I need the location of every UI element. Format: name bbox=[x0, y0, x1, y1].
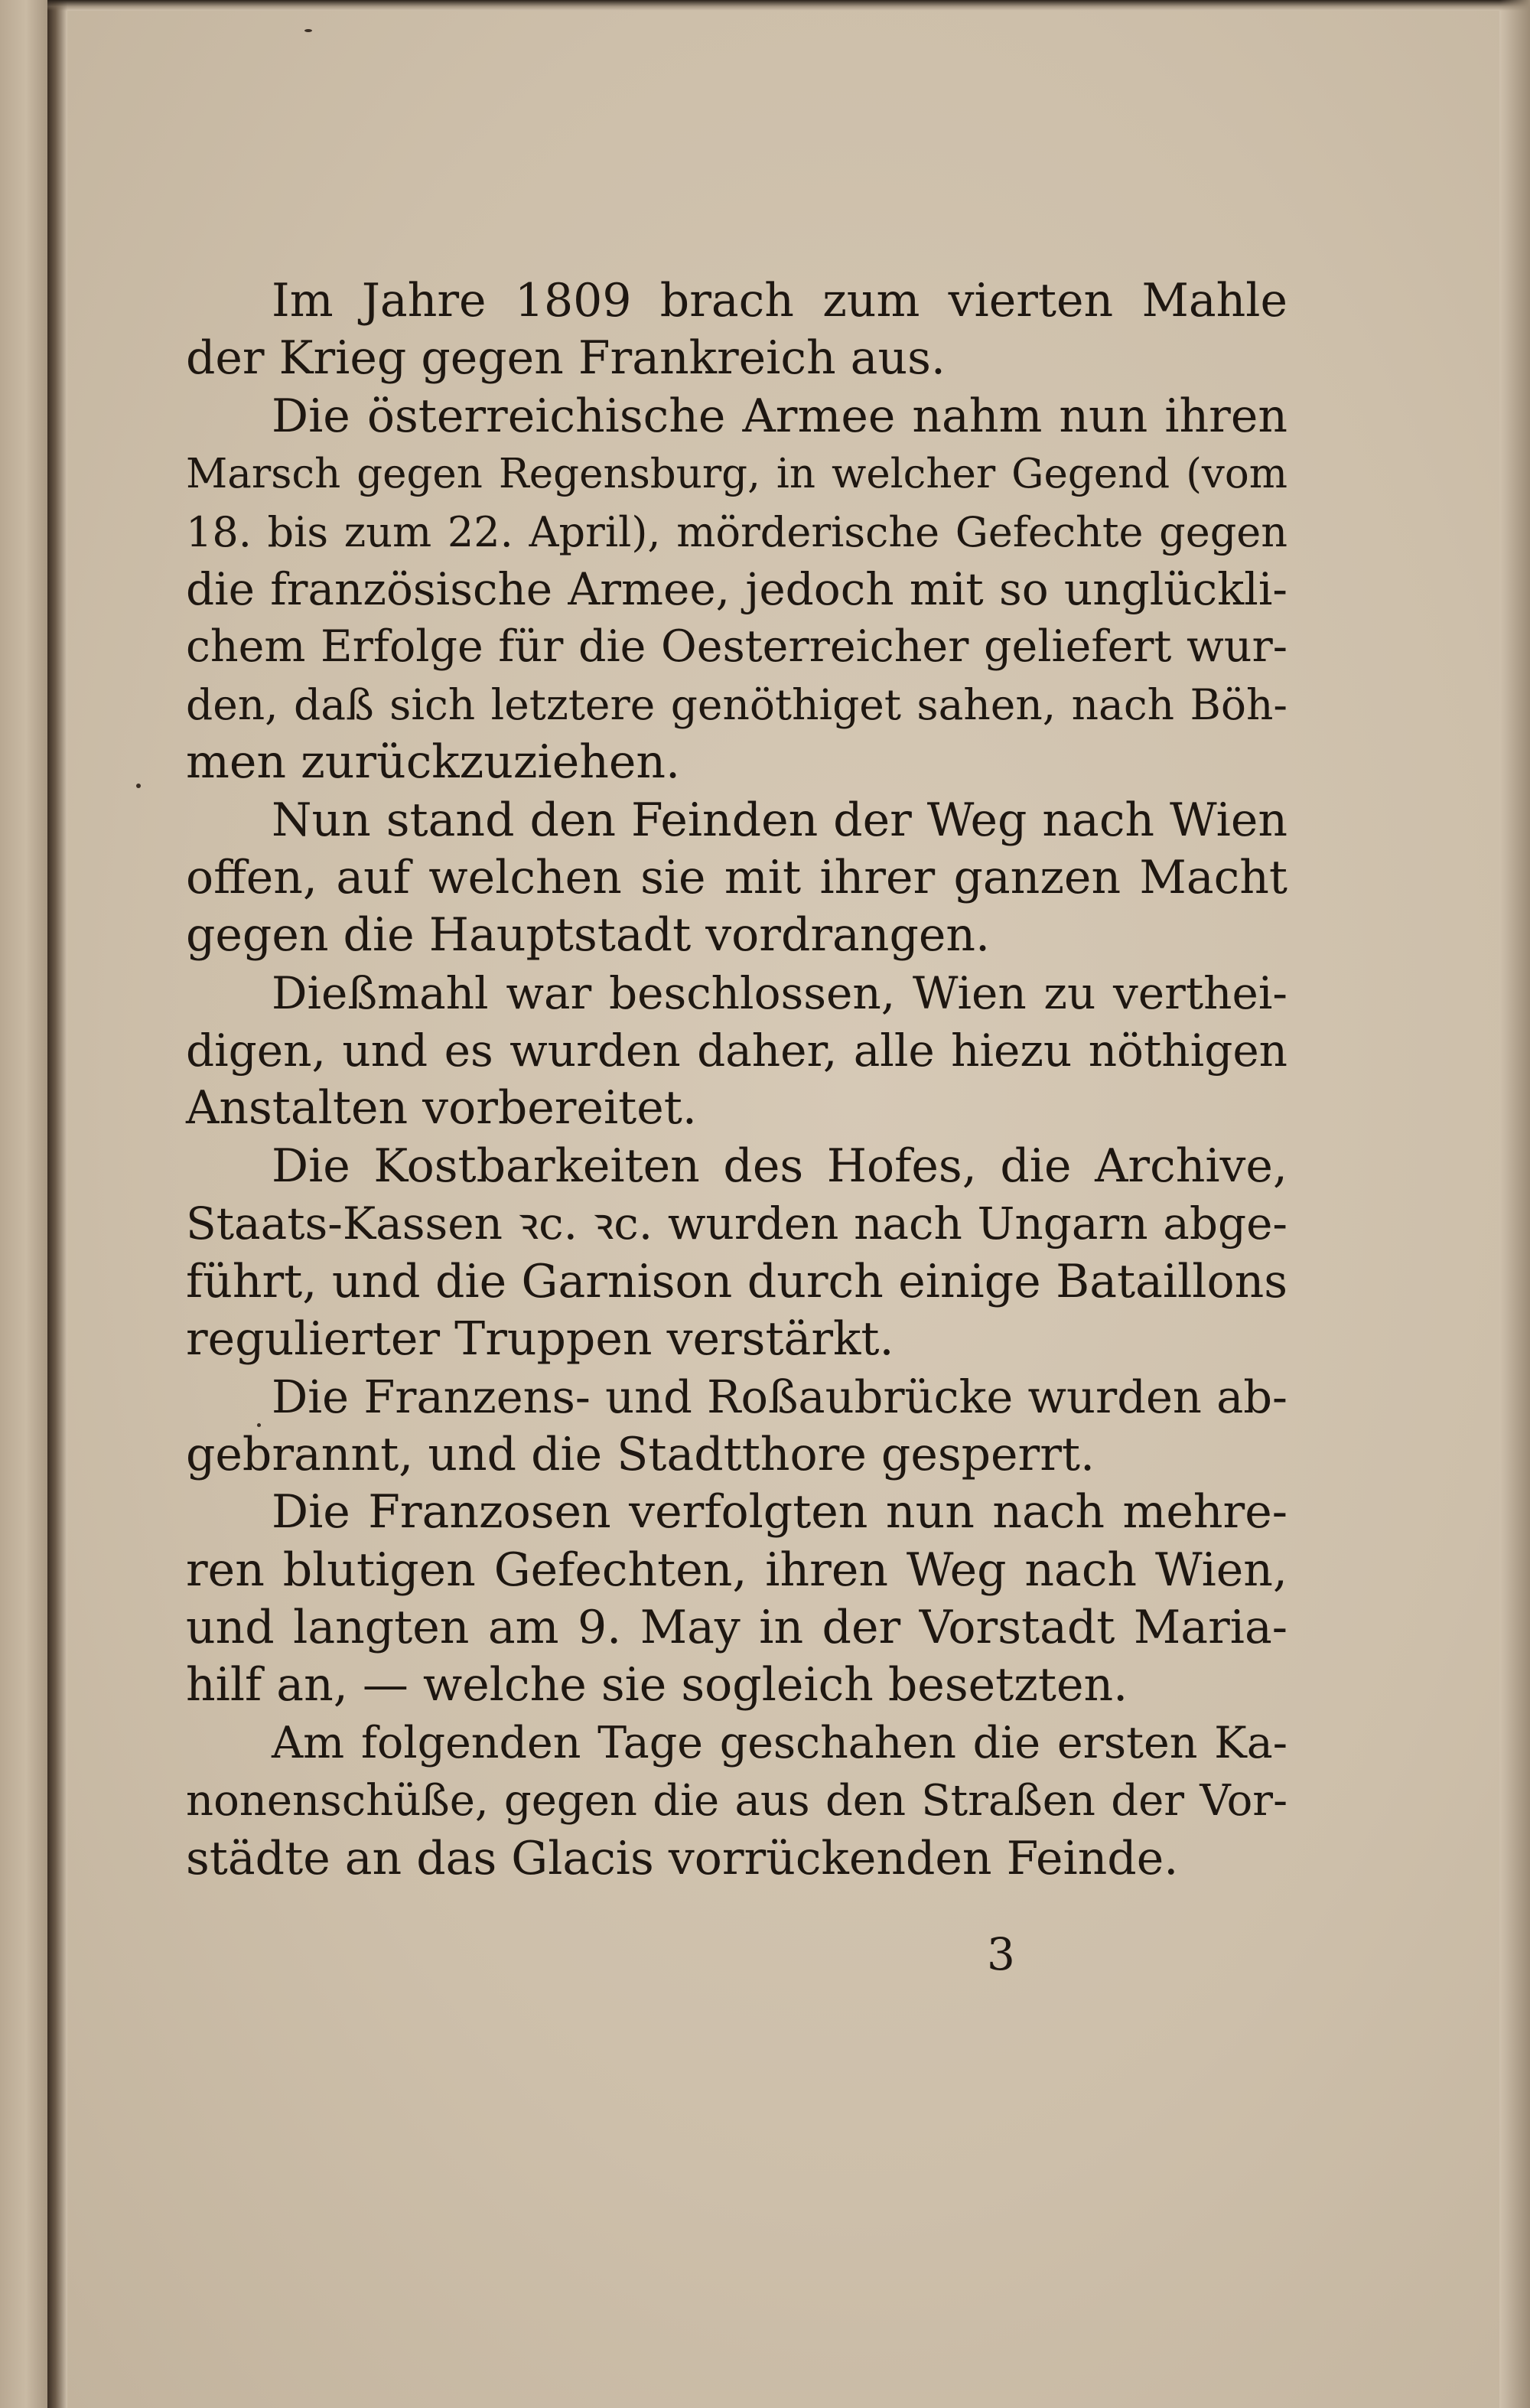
text-line: 18. bis zum 22. April), mörderische Gefechte gegen bbox=[186, 507, 1287, 556]
text-line: und langten am 9. May in der Vorstadt Maria- bbox=[186, 1600, 1287, 1654]
binding-gutter-shadow bbox=[47, 0, 67, 2408]
page-number: 3 bbox=[987, 1928, 1015, 1980]
text-line: städte an das Glacis vorrückenden Feinde. bbox=[186, 1831, 1179, 1885]
paper-speck bbox=[304, 29, 312, 32]
text-line: gegen die Hauptstadt vordrangen. bbox=[186, 908, 991, 963]
text-line: Am folgenden Tage geschahen die ersten Ka- bbox=[272, 1717, 1287, 1768]
text-line: Die Franzosen verfolgten nun nach mehre- bbox=[272, 1485, 1287, 1540]
text-line: Staats-Kassen ꝛc. ꝛc. wurden nach Ungarn abge- bbox=[186, 1197, 1287, 1250]
text-line: Anstalten vorbereitet. bbox=[186, 1081, 697, 1136]
text-line: men zurückzuziehen. bbox=[186, 735, 681, 790]
text-line: chem Erfolge für die Oesterreicher geliefert wur- bbox=[186, 621, 1287, 673]
text-line: die französische Armee, jedoch mit so unglückli- bbox=[186, 562, 1287, 615]
left-page-edge bbox=[0, 0, 47, 2408]
text-line: Dießmahl war beschlossen, Wien zu verthei- bbox=[272, 966, 1287, 1019]
text-line: gebrannt, und die Stadtthore gesperrt. bbox=[186, 1427, 1095, 1481]
text-line: hilf an, — welche sie sogleich besetzten. bbox=[186, 1658, 1128, 1712]
text-line: führt, und die Garnison durch einige Bataillons bbox=[186, 1254, 1287, 1308]
right-page-edge bbox=[1499, 0, 1530, 2408]
text-line: Die Kostbarkeiten des Hofes, die Archive, bbox=[272, 1139, 1287, 1193]
text-line: der Krieg gegen Frankreich aus. bbox=[186, 331, 946, 386]
text-line: Die Franzens- und Roßaubrücke wurden ab- bbox=[272, 1370, 1287, 1424]
text-line: ren blutigen Gefechten, ihren Weg nach Wien, bbox=[186, 1543, 1287, 1597]
text-line: den, daß sich letztere genöthiget sahen, nach Böh- bbox=[186, 679, 1287, 729]
body-text bbox=[186, 272, 1287, 1888]
text-line: offen, auf welchen sie mit ihrer ganzen Macht bbox=[186, 850, 1287, 904]
paper-speck bbox=[136, 784, 141, 788]
text-line: Die österreichische Armee nahm nun ihren bbox=[272, 389, 1287, 443]
text-line: Im Jahre 1809 brach zum vierten Mahle bbox=[272, 274, 1287, 327]
top-page-edge bbox=[47, 0, 1530, 11]
text-line: Marsch gegen Regensburg, in welcher Gegend (vom bbox=[186, 451, 1287, 498]
text-line: Nun stand den Feinden der Weg nach Wien bbox=[272, 793, 1287, 847]
text-line: digen, und es wurden daher, alle hiezu nöthigen bbox=[186, 1025, 1287, 1077]
text-line: nonenschüße, gegen die aus den Straßen der Vor- bbox=[186, 1776, 1287, 1826]
text-line: regulierter Truppen verstärkt. bbox=[186, 1312, 894, 1367]
